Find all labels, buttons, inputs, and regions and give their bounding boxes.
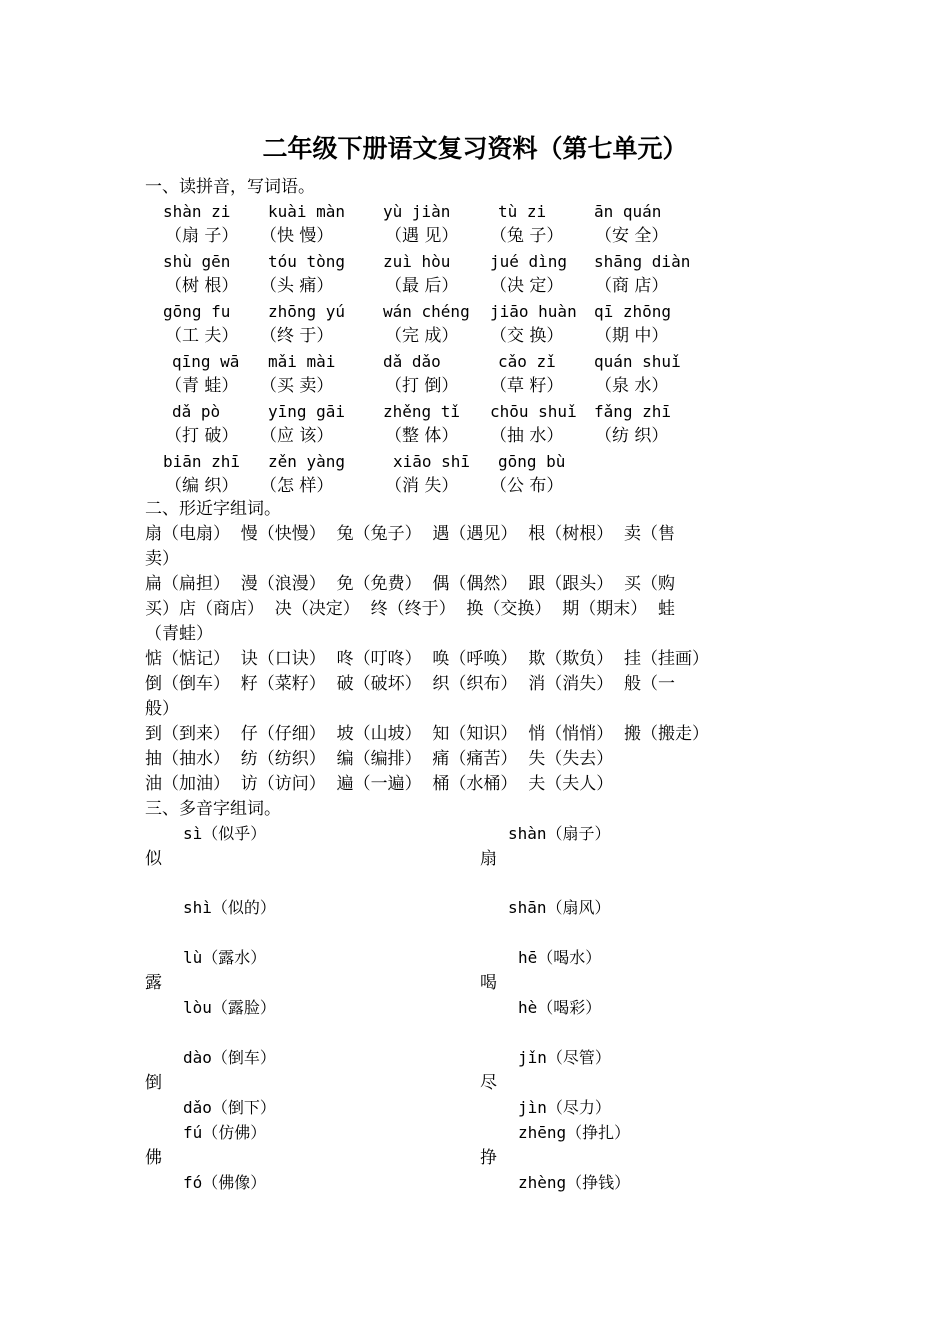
word-answer: （扇 子） xyxy=(165,226,239,246)
pinyin-label: yù jiàn xyxy=(383,202,451,221)
polyphone-char: 挣 xyxy=(480,1148,497,1168)
polyphone-reading: hē（喝水） xyxy=(518,948,602,967)
word-answer: （应 该） xyxy=(260,426,334,446)
polyphone-reading: shì（似的） xyxy=(183,898,276,917)
similar-chars-line: 倒（倒车） 籽（菜籽） 破（破坏） 织（织布） 消（消失） 般（一 xyxy=(145,674,676,694)
word-answer: （完 成） xyxy=(385,326,459,346)
word-answer: （兔 子） xyxy=(490,226,564,246)
similar-chars-line: 扁（扁担） 漫（浪漫） 免（免费） 偶（偶然） 跟（跟头） 买（购 xyxy=(145,574,676,594)
polyphone-reading: jǐn（尽管） xyxy=(518,1048,611,1067)
pinyin-label: chōu shuǐ xyxy=(490,402,577,421)
polyphone-reading: fó（佛像） xyxy=(183,1173,267,1192)
pinyin-label: jiāo huàn xyxy=(490,302,577,321)
word-answer: （泉 水） xyxy=(595,376,669,396)
pinyin-label: yīng gāi xyxy=(268,402,346,421)
word-answer: （快 慢） xyxy=(260,226,334,246)
pinyin-label: zěn yàng xyxy=(268,452,346,471)
word-answer: （买 卖） xyxy=(260,376,334,396)
pinyin-label: tù zi xyxy=(498,202,547,221)
word-answer: （决 定） xyxy=(490,276,564,296)
similar-chars-line: 买）店（商店） 决（决定） 终（终于） 换（交换） 期（期末） 蛙 xyxy=(145,599,676,619)
pinyin-label: zhěng tǐ xyxy=(383,402,461,421)
pinyin-label: dǎ pò xyxy=(172,402,221,421)
pinyin-label: shāng diàn xyxy=(594,252,691,271)
pinyin-label: zhōng yú xyxy=(268,302,346,321)
pinyin-label: fǎng zhī xyxy=(594,402,672,421)
similar-chars-line: 油（加油） 访（访问） 遍（一遍） 桶（水桶） 夫（夫人） xyxy=(145,774,614,794)
similar-chars-line: 到（到来） 仔（仔细） 坡（山坡） 知（知识） 悄（悄悄） 搬（搬走） xyxy=(145,724,710,744)
word-answer: （遇 见） xyxy=(385,226,459,246)
word-answer: （最 后） xyxy=(385,276,459,296)
polyphone-reading: dào（倒车） xyxy=(183,1048,276,1067)
section3-heading: 三、多音字组词。 xyxy=(145,799,281,819)
section1-heading: 一、读拼音，写词语。 xyxy=(145,177,315,197)
pinyin-label: kuài màn xyxy=(268,202,346,221)
word-answer: （终 于） xyxy=(260,326,334,346)
polyphone-char: 扇 xyxy=(480,849,497,869)
word-answer: （打 倒） xyxy=(385,376,459,396)
polyphone-reading: zhèng（挣钱） xyxy=(518,1173,631,1192)
polyphone-char: 佛 xyxy=(145,1148,162,1168)
word-answer: （期 中） xyxy=(595,326,669,346)
word-answer: （树 根） xyxy=(165,276,239,296)
similar-chars-line: 般） xyxy=(145,699,179,719)
pinyin-label: jué dìng xyxy=(490,252,568,271)
pinyin-label: dǎ dǎo xyxy=(383,352,441,371)
pinyin-label: qī zhōng xyxy=(594,302,672,321)
word-answer: （纺 织） xyxy=(595,426,669,446)
similar-chars-line: 扇（电扇） 慢（快慢） 兔（兔子） 遇（遇见） 根（树根） 卖（售 xyxy=(145,524,676,544)
pinyin-label: gōng bù xyxy=(498,452,566,471)
pinyin-label: xiāo shī xyxy=(393,452,471,471)
polyphone-reading: lòu（露脸） xyxy=(183,998,276,1017)
pinyin-label: biān zhī xyxy=(163,452,241,471)
polyphone-char: 喝 xyxy=(480,973,497,993)
word-answer: （怎 样） xyxy=(260,476,334,496)
polyphone-reading: zhēng（挣扎） xyxy=(518,1123,631,1142)
word-answer: （编 织） xyxy=(165,476,239,496)
word-answer: （安 全） xyxy=(595,226,669,246)
word-answer: （头 痛） xyxy=(260,276,334,296)
section2-heading: 二、形近字组词。 xyxy=(145,499,281,519)
similar-chars-line: 卖） xyxy=(145,549,179,569)
word-answer: （青 蛙） xyxy=(165,376,239,396)
polyphone-reading: shàn（扇子） xyxy=(508,824,611,843)
similar-chars-line: 惦（惦记） 诀（口诀） 咚（叮咚） 唤（呼唤） 欺（欺负） 挂（挂画） xyxy=(145,649,710,669)
pinyin-label: shàn zi xyxy=(163,202,231,221)
polyphone-char: 露 xyxy=(145,973,162,993)
word-answer: （交 换） xyxy=(490,326,564,346)
pinyin-label: tóu tòng xyxy=(268,252,346,271)
polyphone-reading: jìn（尽力） xyxy=(518,1098,611,1117)
pinyin-label: quán shuǐ xyxy=(594,352,681,371)
pinyin-label: shù gēn xyxy=(163,252,231,271)
pinyin-label: gōng fu xyxy=(163,302,231,321)
polyphone-char: 倒 xyxy=(145,1073,162,1093)
pinyin-label: cǎo zǐ xyxy=(498,352,556,371)
pinyin-label: ān quán xyxy=(594,202,662,221)
word-answer: （工 夫） xyxy=(165,326,239,346)
polyphone-reading: fú（仿佛） xyxy=(183,1123,267,1142)
word-answer: （打 破） xyxy=(165,426,239,446)
word-answer: （消 失） xyxy=(385,476,459,496)
word-answer: （商 店） xyxy=(595,276,669,296)
polyphone-char: 似 xyxy=(145,849,162,869)
polyphone-reading: hè（喝彩） xyxy=(518,998,602,1017)
word-answer: （草 籽） xyxy=(490,376,564,396)
polyphone-reading: lù（露水） xyxy=(183,948,267,967)
similar-chars-line: 抽（抽水） 纺（纺织） 编（编排） 痛（痛苦） 失（失去） xyxy=(145,749,614,769)
word-answer: （公 布） xyxy=(490,476,564,496)
polyphone-reading: dǎo（倒下） xyxy=(183,1098,276,1117)
similar-chars-line: （青蛙） xyxy=(145,624,213,644)
polyphone-char: 尽 xyxy=(480,1073,497,1093)
word-answer: （整 体） xyxy=(385,426,459,446)
pinyin-label: zuì hòu xyxy=(383,252,451,271)
polyphone-reading: sì（似乎） xyxy=(183,824,267,843)
word-answer: （抽 水） xyxy=(490,426,564,446)
pinyin-label: mǎi mài xyxy=(268,352,336,371)
page-title: 二年级下册语文复习资料（第七单元） xyxy=(262,134,688,163)
pinyin-label: qīng wā xyxy=(172,352,240,371)
pinyin-label: wán chéng xyxy=(383,302,470,321)
polyphone-reading: shān（扇风） xyxy=(508,898,611,917)
